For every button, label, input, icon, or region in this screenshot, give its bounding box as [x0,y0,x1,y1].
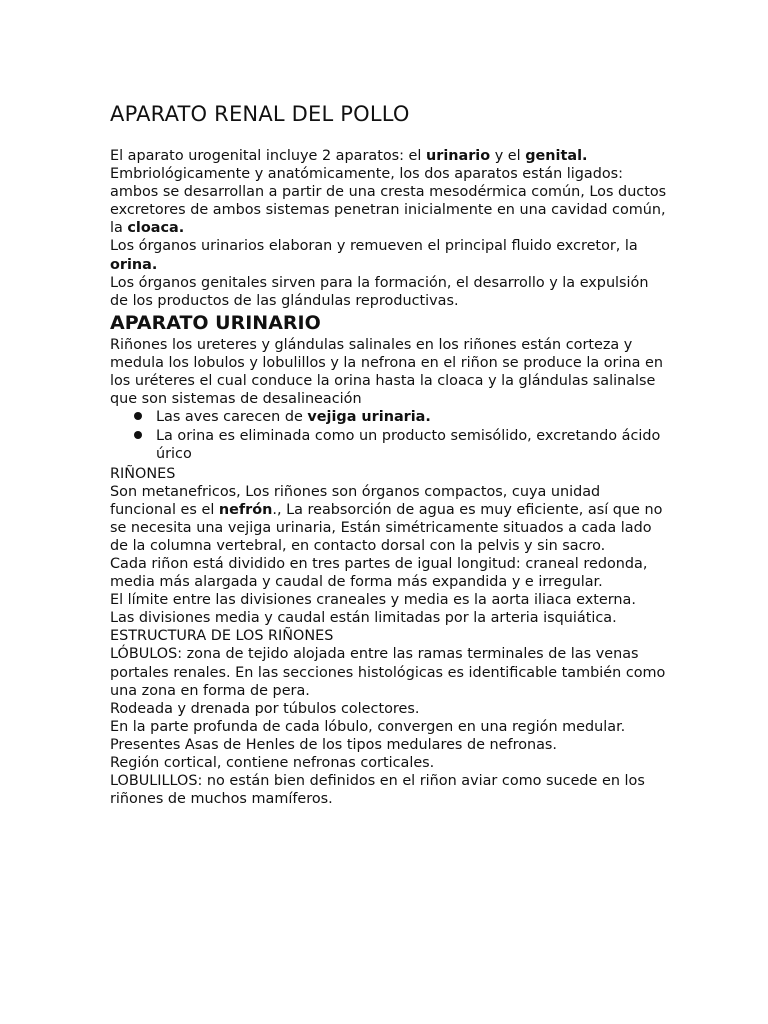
section-heading-rinones: RIÑONES [110,465,176,482]
bullet-icon [134,412,142,420]
estructura-paragraph-5: Región cortical, contiene nefronas corticales. [110,755,435,771]
estructura-paragraph-1: LÓBULOS: zona de tejido alojada entre las ramas terminales de las venas portales renales. En las secciones histológicas es identificable también como una zona en forma de pera. [110,646,666,699]
bullet-icon [134,431,142,439]
intro-paragraph-3 [110,237,670,273]
document-page [110,100,670,808]
section-heading-estructura: ESTRUCTURA DE LOS RIÑONES [110,628,334,645]
term-orina: orina. [110,256,158,273]
rinones-paragraph-3: El límite entre las divisiones craneales y media es la aorta iliaca externa. [110,592,636,609]
term-cloaca: cloaca. [127,220,185,237]
intro-text: Los órganos urinarios elaboran y remueven el principal fluido excretor, la [110,238,638,255]
term-genital: genital. [525,148,588,164]
document-title: APARATO RENAL DEL POLLO [110,102,410,126]
rinones-text: ., La reabsorción de agua es muy eficiente, así que no se necesita una vejiga urinaria, Están simétricamente situados a cada lado de la columna vertebral, en contacto dorsal con la pelvis y sin sacro. [110,501,663,554]
bullet-text: Las aves carecen de [156,409,308,426]
estructura-paragraph-6: LOBULILLOS: no están bien definidos en el riñon aviar como sucede en los riñones de muchos mamíferos. [110,773,645,808]
intro-paragraph-4: Los órganos genitales sirven para la formación, el desarrollo y la expulsión de los productos de las glándulas reproductivas. [110,274,649,309]
term-vejiga: vejiga urinaria. [307,409,431,426]
urinario-bullet-list [110,408,670,463]
intro-paragraph-1 [110,147,670,165]
bullet-text: La orina es eliminada como un producto semisólido, excretando ácido úrico [156,428,661,463]
intro-paragraph-2 [110,165,670,237]
rinones-paragraph-2: Cada riñon está dividido en tres partes de igual longitud: craneal redonda, media más alargada y caudal de forma más expandida y e irregular. [110,555,648,591]
term-urinario: urinario [425,148,491,164]
intro-text: Embriológicamente y anatómicamente, los dos aparatos están ligados: ambos se desarrollan a partir de una cresta mesodérmica común, Los ductos excretores de ambos sistemas penetran inicialmente en una cavidad común, la [110,166,667,237]
rinones-text: Son metanefricos, Los riñones son órganos compactos, cuya unidad funcional es el [110,483,601,518]
urinario-paragraph: Riñones los ureteres y glándulas salinales en los riñones están corteza y medula los lobulos y lobulillos y la nefrona en el riñon se produce la orina en los uréteres el cual conduce la orina hasta la cloaca y la glándulas salinalse que son sistemas de desalineación [110,336,663,408]
section-heading-urinario: APARATO URINARIO [110,311,321,334]
term-nefron: nefrón [218,501,273,518]
estructura-paragraph-2: Rodeada y drenada por túbulos colectores. [110,700,420,717]
rinones-paragraph-1 [110,483,670,555]
estructura-paragraph-4: Presentes Asas de Henles de los tipos medulares de nefronas. [110,736,558,753]
list-item [156,408,670,426]
rinones-paragraph-4: Las divisiones media y caudal están limitadas por la arteria isquiática. [110,610,617,627]
list-item [156,427,670,463]
intro-text: El aparato urogenital incluye 2 aparatos: el [110,148,426,164]
intro-text: y el [490,148,526,164]
estructura-paragraph-3: En la parte profunda de cada lóbulo, convergen en una región medular. [110,718,626,735]
